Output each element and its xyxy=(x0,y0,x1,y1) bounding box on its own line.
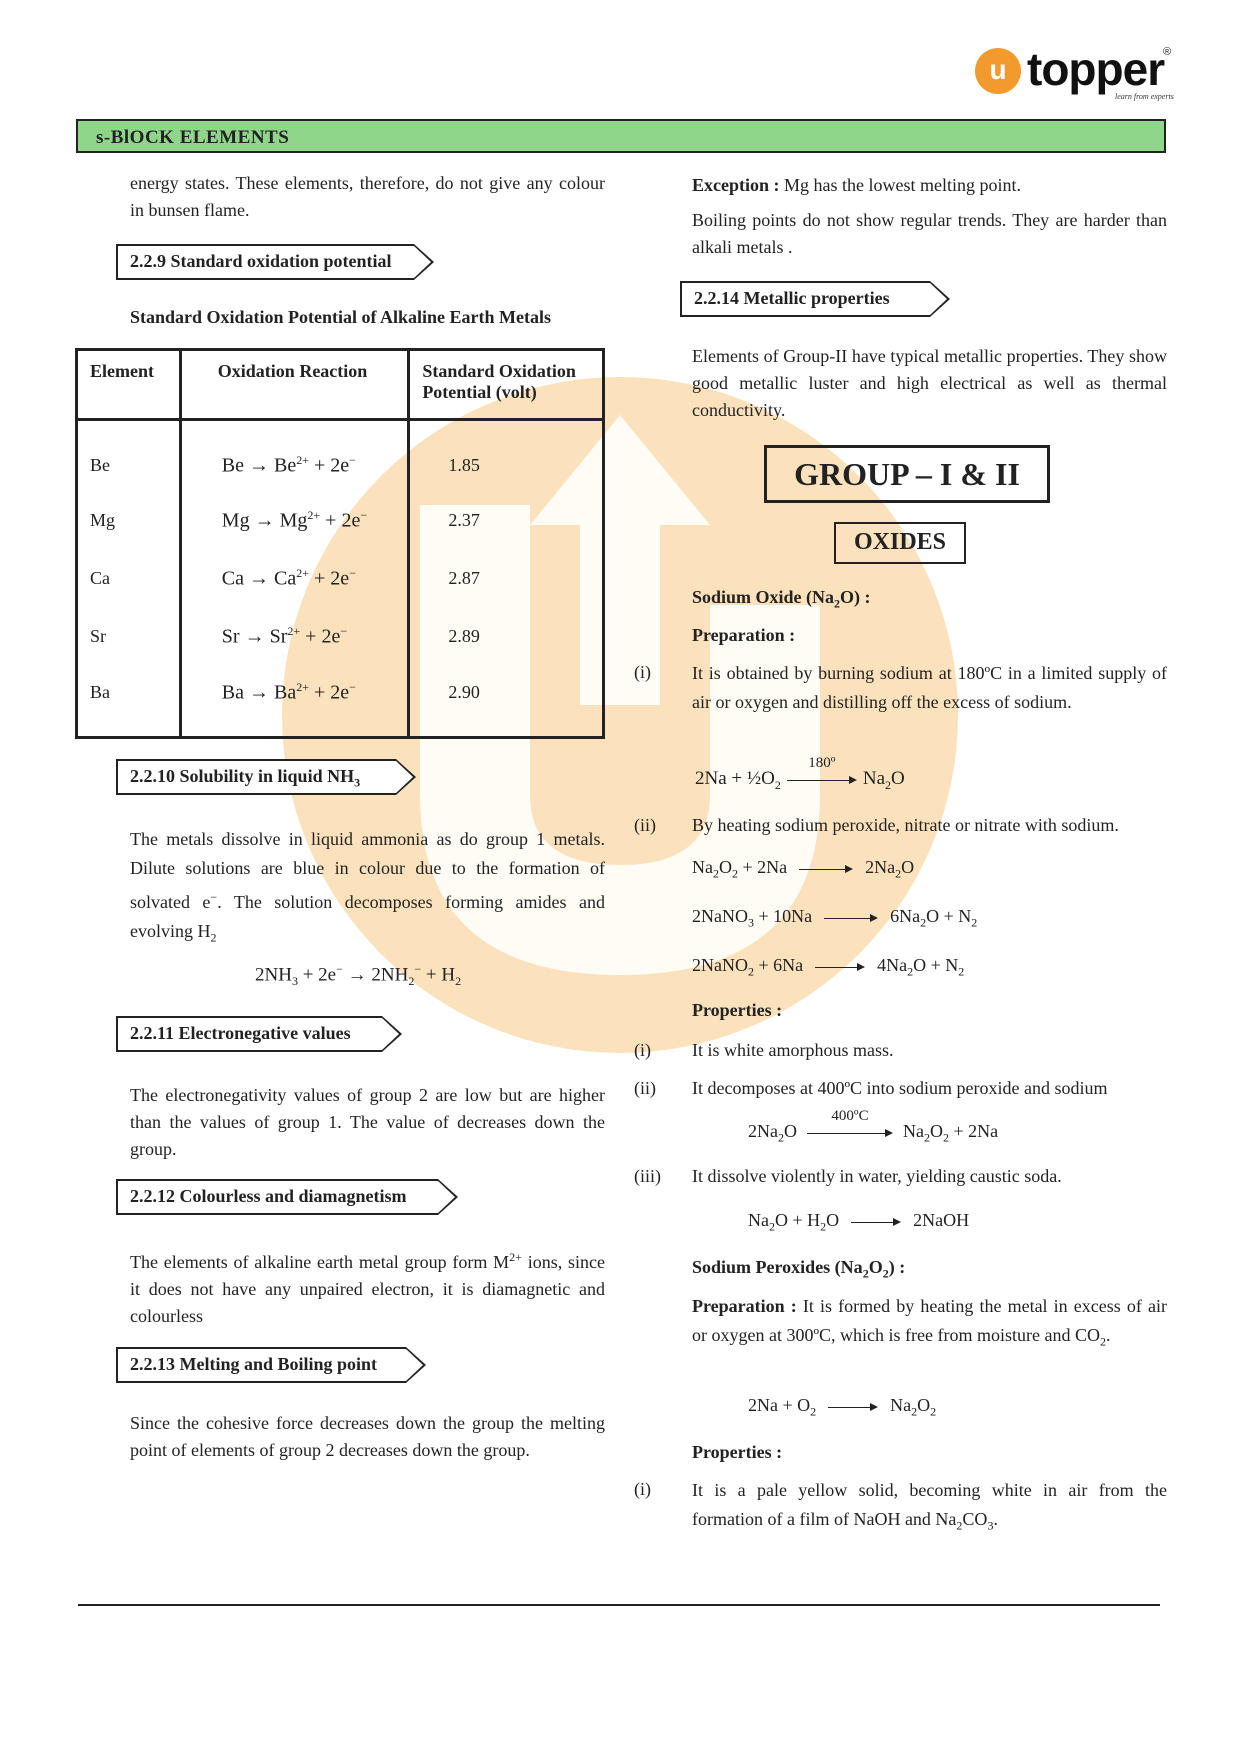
eq-part: 2Na xyxy=(865,857,896,877)
eq-sub: 2 xyxy=(408,974,415,989)
exception-line xyxy=(692,172,1167,199)
eq-sub: 2 xyxy=(774,777,781,792)
eq-part: + 10Na xyxy=(754,906,813,926)
minus: − xyxy=(349,452,356,467)
section-header-2-2-12 xyxy=(116,1179,438,1215)
eq-sub: 2 xyxy=(455,974,462,989)
peroxide-heading xyxy=(692,1254,905,1288)
section-header-2-2-9-label: 2.2.9 Standard oxidation potential xyxy=(130,251,392,271)
prop2-sub: 3 xyxy=(987,1518,994,1533)
prop2-b: CO xyxy=(962,1509,988,1529)
melting-paragraph: Since the cohesive force decreases down the group the melting point of elements of group 2 decreases down the group. xyxy=(130,1413,605,1460)
electronegativity-paragraph: The electronegativity values of group 2 are low but are higher than the values of group 1. The value of decreases down the group. xyxy=(130,1085,605,1159)
eq-part: Na xyxy=(748,1210,769,1230)
eq-part: 6Na xyxy=(890,906,921,926)
equation-4 xyxy=(692,955,964,980)
prep2-text: It is formed by heating the metal in excess of air or oxygen at 300ºC, which is free from moisture and CO xyxy=(692,1296,1168,1345)
cell-element: Mg xyxy=(77,492,181,550)
group-box: GROUP – I & II xyxy=(764,445,1050,503)
eq-part: 2NaNO xyxy=(692,906,748,926)
h2-sub: 2 xyxy=(210,930,217,945)
eq-sub: 2 xyxy=(895,866,902,881)
eq-sub: 2 xyxy=(810,1404,817,1419)
eq-sub: 2 xyxy=(820,1219,827,1234)
eq-sub: 2 xyxy=(930,1404,937,1419)
px-h-sub: 2 xyxy=(882,1266,889,1281)
eq-part: O + H xyxy=(775,1210,821,1230)
eq-part: O xyxy=(917,1395,931,1415)
equation-6 xyxy=(748,1210,969,1235)
eq-part: 2Na xyxy=(748,1121,778,1141)
cell-element: Ca xyxy=(77,550,181,608)
section-header-2-2-10-label: 2.2.10 Solubility in liquid NH xyxy=(130,766,355,786)
cell-potential: 2.90 xyxy=(409,666,604,738)
ion: Mg xyxy=(279,509,308,532)
eq-part: O xyxy=(930,1121,943,1141)
charge: 2+ xyxy=(296,452,310,467)
eq-sup: − xyxy=(336,962,343,976)
reaction-arrow xyxy=(807,1107,893,1138)
item-number: (i) xyxy=(634,1479,651,1499)
eq-sub: 2 xyxy=(907,964,914,979)
eq-part: + 2Na xyxy=(738,857,788,877)
section-header-2-2-13-label: 2.2.13 Melting and Boiling point xyxy=(130,1354,378,1374)
px-h-m: O xyxy=(868,1257,883,1277)
eq-part: O xyxy=(784,1121,797,1141)
eq-part: O xyxy=(826,1210,840,1230)
cell-potential: 2.87 xyxy=(409,550,604,608)
so-h-sub: 2 xyxy=(834,596,841,611)
eq-sub: 2 xyxy=(769,1219,775,1234)
eq-sub: 2 xyxy=(920,915,927,930)
ion: Be xyxy=(274,454,297,477)
eq-sub: 2 xyxy=(958,964,965,979)
prop-iii-text: It dissolve violently in water, yielding caustic soda. xyxy=(692,1166,1062,1186)
ammonia-equation xyxy=(255,962,461,989)
cell-element: Be xyxy=(77,420,181,492)
eq-part: O + N xyxy=(913,955,959,975)
eq-part: 2Na + O xyxy=(748,1395,811,1415)
px-h-b: ) : xyxy=(888,1257,906,1277)
metal: Sr xyxy=(221,625,240,648)
table-row xyxy=(77,550,604,608)
eq-part: Na xyxy=(692,857,713,877)
eq-part: O xyxy=(719,857,732,877)
cell-potential: 2.37 xyxy=(409,492,604,550)
arrow-condition: 400ºC xyxy=(831,1107,869,1124)
logo-name: topper xyxy=(1027,43,1165,95)
prop2-sub: 2 xyxy=(956,1518,963,1533)
co2-sub: 2 xyxy=(1100,1334,1106,1349)
diamagnetism-text-b: ions, since it does not have any unpaired electron, it is diamagnetic and colourless xyxy=(130,1252,605,1326)
intro-paragraph: energy states. These elements, therefore, do not give any colour in bunsen flame. xyxy=(130,173,605,220)
equation-1 xyxy=(695,754,905,793)
charge: 2+ xyxy=(296,680,310,695)
oxides-box: OXIDES xyxy=(834,522,966,564)
px-h-sub: 2 xyxy=(862,1266,869,1281)
cell-reaction xyxy=(180,420,409,492)
electrons: + 2e xyxy=(314,567,350,590)
ion: Ba xyxy=(274,682,297,705)
reaction-arrow xyxy=(799,864,853,874)
reaction-arrow xyxy=(828,1402,878,1412)
cell-reaction xyxy=(180,550,409,608)
eq-sup: − xyxy=(414,962,422,976)
so-h-b: O) : xyxy=(840,587,871,607)
cell-potential: 1.85 xyxy=(409,420,604,492)
table-row xyxy=(77,492,604,550)
section-header-2-2-13 xyxy=(116,1347,406,1383)
diamagnetism-paragraph xyxy=(130,1244,605,1330)
prop-i-text: It is white amorphous mass. xyxy=(692,1040,894,1060)
equation-5 xyxy=(748,1107,999,1146)
item-number: (ii) xyxy=(634,1078,656,1098)
eq-part: → 2NH xyxy=(342,964,409,986)
footer-rule xyxy=(78,1604,1160,1606)
boiling-paragraph: Boiling points do not show regular trends. They are harder than alkali metals . xyxy=(692,210,1167,257)
section-header-2-2-11 xyxy=(116,1016,382,1052)
eq-part: 2NaOH xyxy=(913,1210,970,1230)
reaction-arrow xyxy=(787,754,857,785)
minus: − xyxy=(340,624,348,639)
arrow-condition: 180º xyxy=(808,754,836,771)
cell-reaction xyxy=(180,608,409,666)
minus: − xyxy=(349,566,356,581)
metal: Be xyxy=(221,454,245,477)
prop2-i-text xyxy=(692,1476,1167,1541)
solubility-paragraph xyxy=(130,825,605,953)
cell-element: Sr xyxy=(77,608,181,666)
eq-part: + 2e xyxy=(297,964,337,986)
section-header-2-2-14 xyxy=(680,281,930,317)
preparation-label: Preparation : xyxy=(692,625,796,645)
table-row xyxy=(77,666,604,738)
eq-sub: 3 xyxy=(748,915,754,930)
metallic-paragraph: Elements of Group-II have typical metallic properties. They show good metallic luster and high electrical as well as thermal conductivity. xyxy=(692,346,1167,420)
eq-sub: 2 xyxy=(911,1404,918,1419)
eq-part: O + N xyxy=(926,906,972,926)
eq-part: 2Na + ½O xyxy=(695,768,775,789)
charge: 2+ xyxy=(307,508,321,523)
table-row xyxy=(77,420,604,492)
electrons: + 2e xyxy=(325,509,361,532)
solubility-text-b: . The solution decomposes forming amides and evolving H xyxy=(130,892,605,941)
prep2-label: Preparation : xyxy=(692,1296,797,1316)
exception-label: Exception : xyxy=(692,175,780,195)
eq-part: 2NH xyxy=(255,964,292,986)
header-potential: Standard Oxidation Potential (volt) xyxy=(409,350,604,420)
eq-sub: 2 xyxy=(732,866,738,881)
so-h-a: Sodium Oxide (Na xyxy=(692,587,835,607)
brand-logo xyxy=(975,42,1175,104)
cell-element: Ba xyxy=(77,666,181,738)
diamagnetism-text-a: The elements of alkaline earth metal group form M xyxy=(130,1252,510,1272)
equation-7 xyxy=(748,1395,936,1420)
arrow: → xyxy=(254,509,275,532)
prep-i-text: It is obtained by burning sodium at 180ºC in a limited supply of air or oxygen and distilling off the excess of sodium. xyxy=(692,663,1167,712)
header-element: Element xyxy=(77,350,181,420)
metal: Ca xyxy=(221,567,245,590)
table-header-row xyxy=(77,350,604,420)
prep-ii-text: By heating sodium peroxide, nitrate or nitrate with sodium. xyxy=(692,815,1119,835)
section-header-2-2-11-label: 2.2.11 Electronegative values xyxy=(130,1023,351,1043)
eq-sub: 2 xyxy=(713,866,719,881)
peroxide-preparation xyxy=(692,1292,1167,1357)
sodium-oxide-heading xyxy=(692,584,871,618)
eq-sub: 2 xyxy=(943,1130,949,1145)
electron-sup: − xyxy=(210,890,218,904)
ion: Ca xyxy=(274,567,297,590)
section-header-2-2-14-label: 2.2.14 Metallic properties xyxy=(694,288,890,308)
logo-tagline: learn from experts xyxy=(1115,92,1174,101)
eq-sub: 2 xyxy=(885,777,891,792)
oxidation-potential-table xyxy=(75,348,605,739)
logo-u-icon: u xyxy=(975,48,1021,94)
section-header-2-2-9 xyxy=(116,244,414,280)
electrons: + 2e xyxy=(314,682,350,705)
eq-part: Na xyxy=(862,768,885,789)
eq-sub: 3 xyxy=(291,974,298,989)
electrons: + 2e xyxy=(305,625,341,648)
section-header-2-2-12-label: 2.2.12 Colourless and diamagnetism xyxy=(130,1186,407,1206)
section-header-2-2-10 xyxy=(116,759,396,795)
ion: Sr xyxy=(269,625,288,648)
prop2-end: . xyxy=(993,1509,998,1529)
reaction-arrow xyxy=(815,962,865,972)
eq-part: O xyxy=(891,768,905,789)
px-h-a: Sodium Peroxides (Na xyxy=(692,1257,863,1277)
cell-reaction xyxy=(180,666,409,738)
item-number: (ii) xyxy=(634,815,656,835)
chapter-banner: s-BlOCK ELEMENTS xyxy=(76,119,1166,153)
table-row xyxy=(77,608,604,666)
metal: Mg xyxy=(221,509,250,532)
eq-part: 4Na xyxy=(877,955,908,975)
charge: 2+ xyxy=(296,566,310,581)
reaction-arrow xyxy=(851,1217,901,1227)
cell-potential: 2.89 xyxy=(409,608,604,666)
item-number: (i) xyxy=(634,662,651,682)
cell-reaction xyxy=(180,492,409,550)
equation-2 xyxy=(692,857,914,882)
metal: Ba xyxy=(221,682,245,705)
prop-ii-text: It decomposes at 400ºC into sodium peroxide and sodium xyxy=(692,1078,1108,1098)
arrow: → xyxy=(249,682,270,705)
eq-part: + 2Na xyxy=(949,1121,999,1141)
minus: − xyxy=(349,680,356,695)
charge: 2+ xyxy=(287,624,301,639)
prep2-end: . xyxy=(1106,1325,1111,1345)
m2-sup: 2+ xyxy=(509,1250,522,1264)
nh3-subscript: 3 xyxy=(354,775,361,790)
properties-label: Properties : xyxy=(692,1000,783,1020)
eq-sub: 2 xyxy=(778,1130,784,1145)
eq-sub: 2 xyxy=(748,964,754,979)
header-reaction: Oxidation Reaction xyxy=(180,350,409,420)
eq-part: + 6Na xyxy=(754,955,804,975)
electrons: + 2e xyxy=(314,454,350,477)
properties2-label: Properties : xyxy=(692,1442,783,1462)
eq-part: + H xyxy=(421,964,456,986)
eq-part: Na xyxy=(903,1121,924,1141)
eq-sub: 2 xyxy=(971,915,978,930)
solubility-text-a: The metals dissolve in liquid ammonia as do group 1 metals. Dilute solutions are blue in colour due to the formation of solvated e xyxy=(130,829,605,912)
item-number: (iii) xyxy=(634,1166,661,1186)
exception-text: Mg has the lowest melting point. xyxy=(779,175,1021,195)
item-number: (i) xyxy=(634,1040,651,1060)
eq-part: 2NaNO xyxy=(692,955,748,975)
minus: − xyxy=(360,508,368,523)
table-title: Standard Oxidation Potential of Alkaline Earth Metals xyxy=(130,307,552,327)
prop2-a: It is a pale yellow solid, becoming white in air from the formation of a film of NaOH and Na xyxy=(692,1480,1167,1529)
eq-part: O xyxy=(901,857,915,877)
equation-3 xyxy=(692,906,977,931)
arrow: → xyxy=(249,567,270,590)
registered-mark: ® xyxy=(1163,46,1172,58)
eq-sub: 2 xyxy=(924,1130,930,1145)
eq-part: Na xyxy=(890,1395,912,1415)
arrow: → xyxy=(244,625,265,648)
reaction-arrow xyxy=(824,913,878,923)
arrow: → xyxy=(249,454,270,477)
